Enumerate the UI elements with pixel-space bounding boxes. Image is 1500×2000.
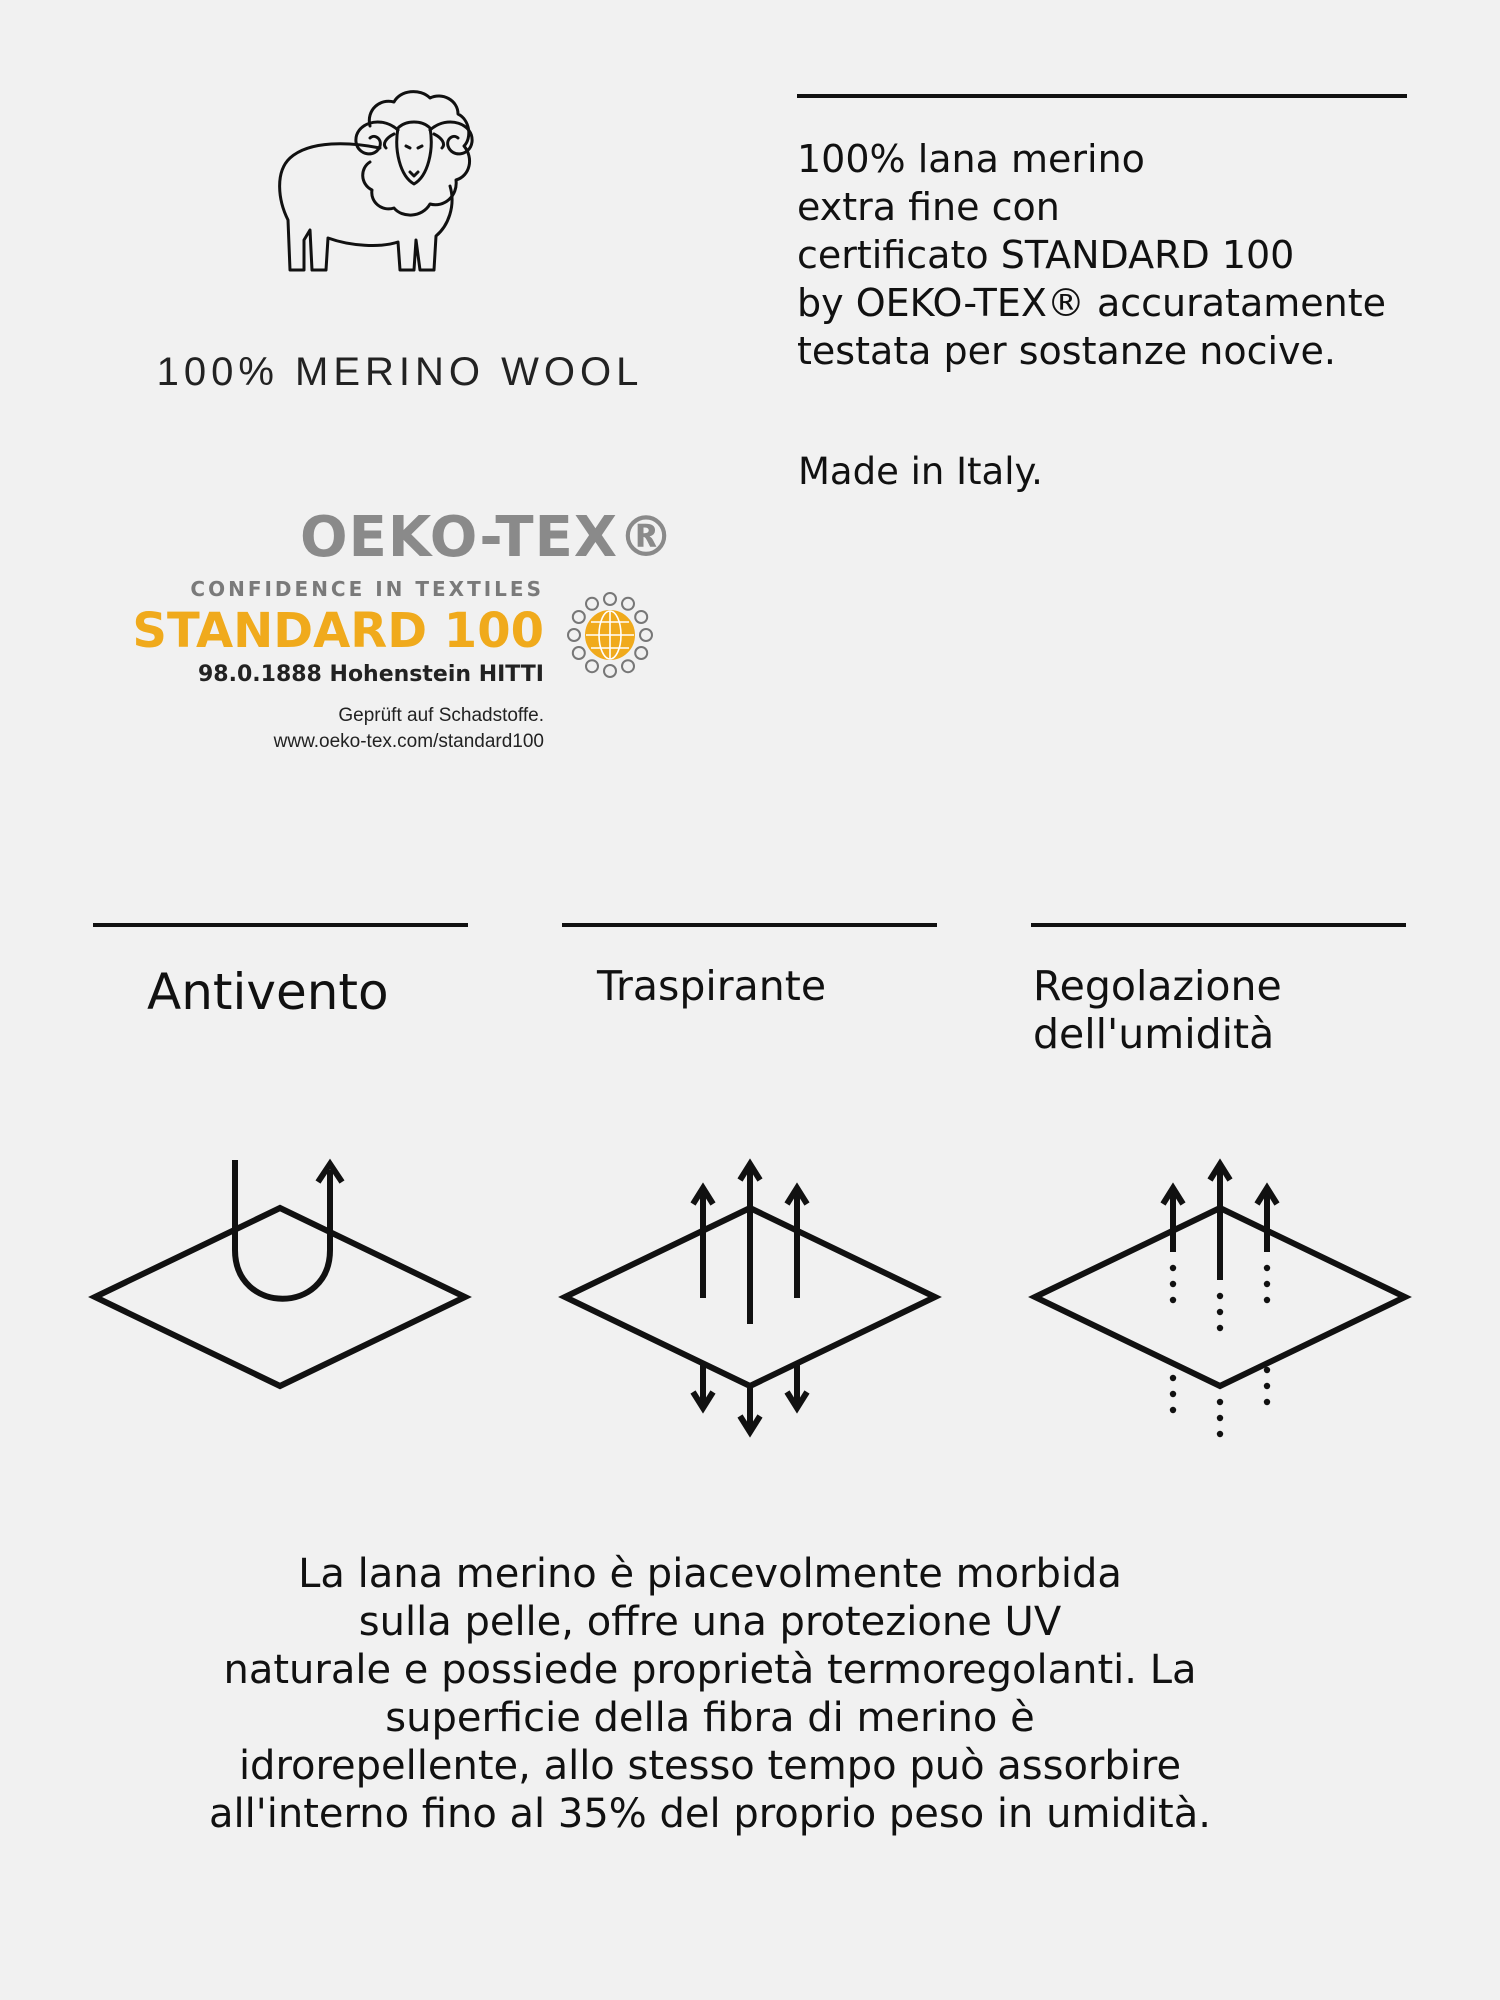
- oeko-tex-subtitle: CONFIDENCE IN TEXTILES: [190, 577, 544, 601]
- oeko-tex-emblem-icon: [555, 580, 665, 690]
- merino-wool-caption: 100% MERINO WOOL: [156, 350, 644, 394]
- description-line: extra fine con: [797, 185, 1060, 229]
- emblem-petal: [640, 629, 652, 641]
- description-line: by OEKO-TEX® accuratamente: [797, 281, 1386, 325]
- feature-title-antivento: Antivento: [147, 963, 389, 1021]
- moisture-regulation-icon: [1020, 1140, 1420, 1460]
- body-text-line: idrorepellente, allo stesso tempo può assorbire: [238, 1743, 1182, 1789]
- emblem-petal: [586, 660, 598, 672]
- product-description: [797, 135, 1487, 375]
- emblem-petal: [573, 647, 585, 659]
- windproof-icon: [80, 1140, 480, 1460]
- feature-title-regolazione: [1033, 962, 1282, 1058]
- feature-divider: [93, 923, 468, 927]
- merino-body-text: [150, 1550, 1270, 1838]
- body-text-line: La lana merino è piacevolmente morbida: [298, 1551, 1122, 1597]
- body-text-line: all'interno fino al 35% del proprio peso in umidità.: [209, 1791, 1211, 1837]
- description-line: testata per sostanze nocive.: [797, 329, 1336, 373]
- emblem-petal: [573, 611, 585, 623]
- sheep-icon: [270, 80, 530, 300]
- feature-divider: [562, 923, 937, 927]
- feature-title-line: dell'umidità: [1033, 1010, 1275, 1058]
- description-line: certificato STANDARD 100: [797, 233, 1295, 277]
- oeko-tex-label: [130, 505, 675, 775]
- emblem-petal: [604, 593, 616, 605]
- emblem-petal: [635, 611, 647, 623]
- description-divider: [797, 94, 1407, 98]
- feature-divider: [1031, 923, 1406, 927]
- oeko-tex-url: www.oeko-tex.com/standard100: [273, 731, 544, 752]
- oeko-tex-note: Geprüft auf Schadstoffe.: [338, 705, 544, 726]
- emblem-petal: [635, 647, 647, 659]
- feature-title-traspirante: Traspirante: [597, 962, 827, 1010]
- emblem-petal: [586, 598, 598, 610]
- body-text-line: naturale e possiede proprietà termoregolanti. La: [223, 1647, 1197, 1693]
- emblem-petal: [622, 660, 634, 672]
- body-text-line: sulla pelle, offre una protezione UV: [358, 1599, 1062, 1645]
- feature-title-line: Regolazione: [1033, 962, 1282, 1010]
- emblem-petal: [604, 665, 616, 677]
- description-line: 100% lana merino: [797, 137, 1145, 181]
- body-text-line: superficie della fibra di merino è: [385, 1695, 1035, 1741]
- breathable-icon: [550, 1140, 950, 1460]
- oeko-tex-standard: STANDARD 100: [132, 603, 544, 659]
- oeko-tex-certificate: 98.0.1888 Hohenstein HITTI: [198, 662, 544, 687]
- oeko-tex-title: OEKO-TEX®: [299, 505, 675, 570]
- made-in-label: Made in Italy.: [798, 450, 1043, 493]
- emblem-petal: [568, 629, 580, 641]
- emblem-petal: [622, 598, 634, 610]
